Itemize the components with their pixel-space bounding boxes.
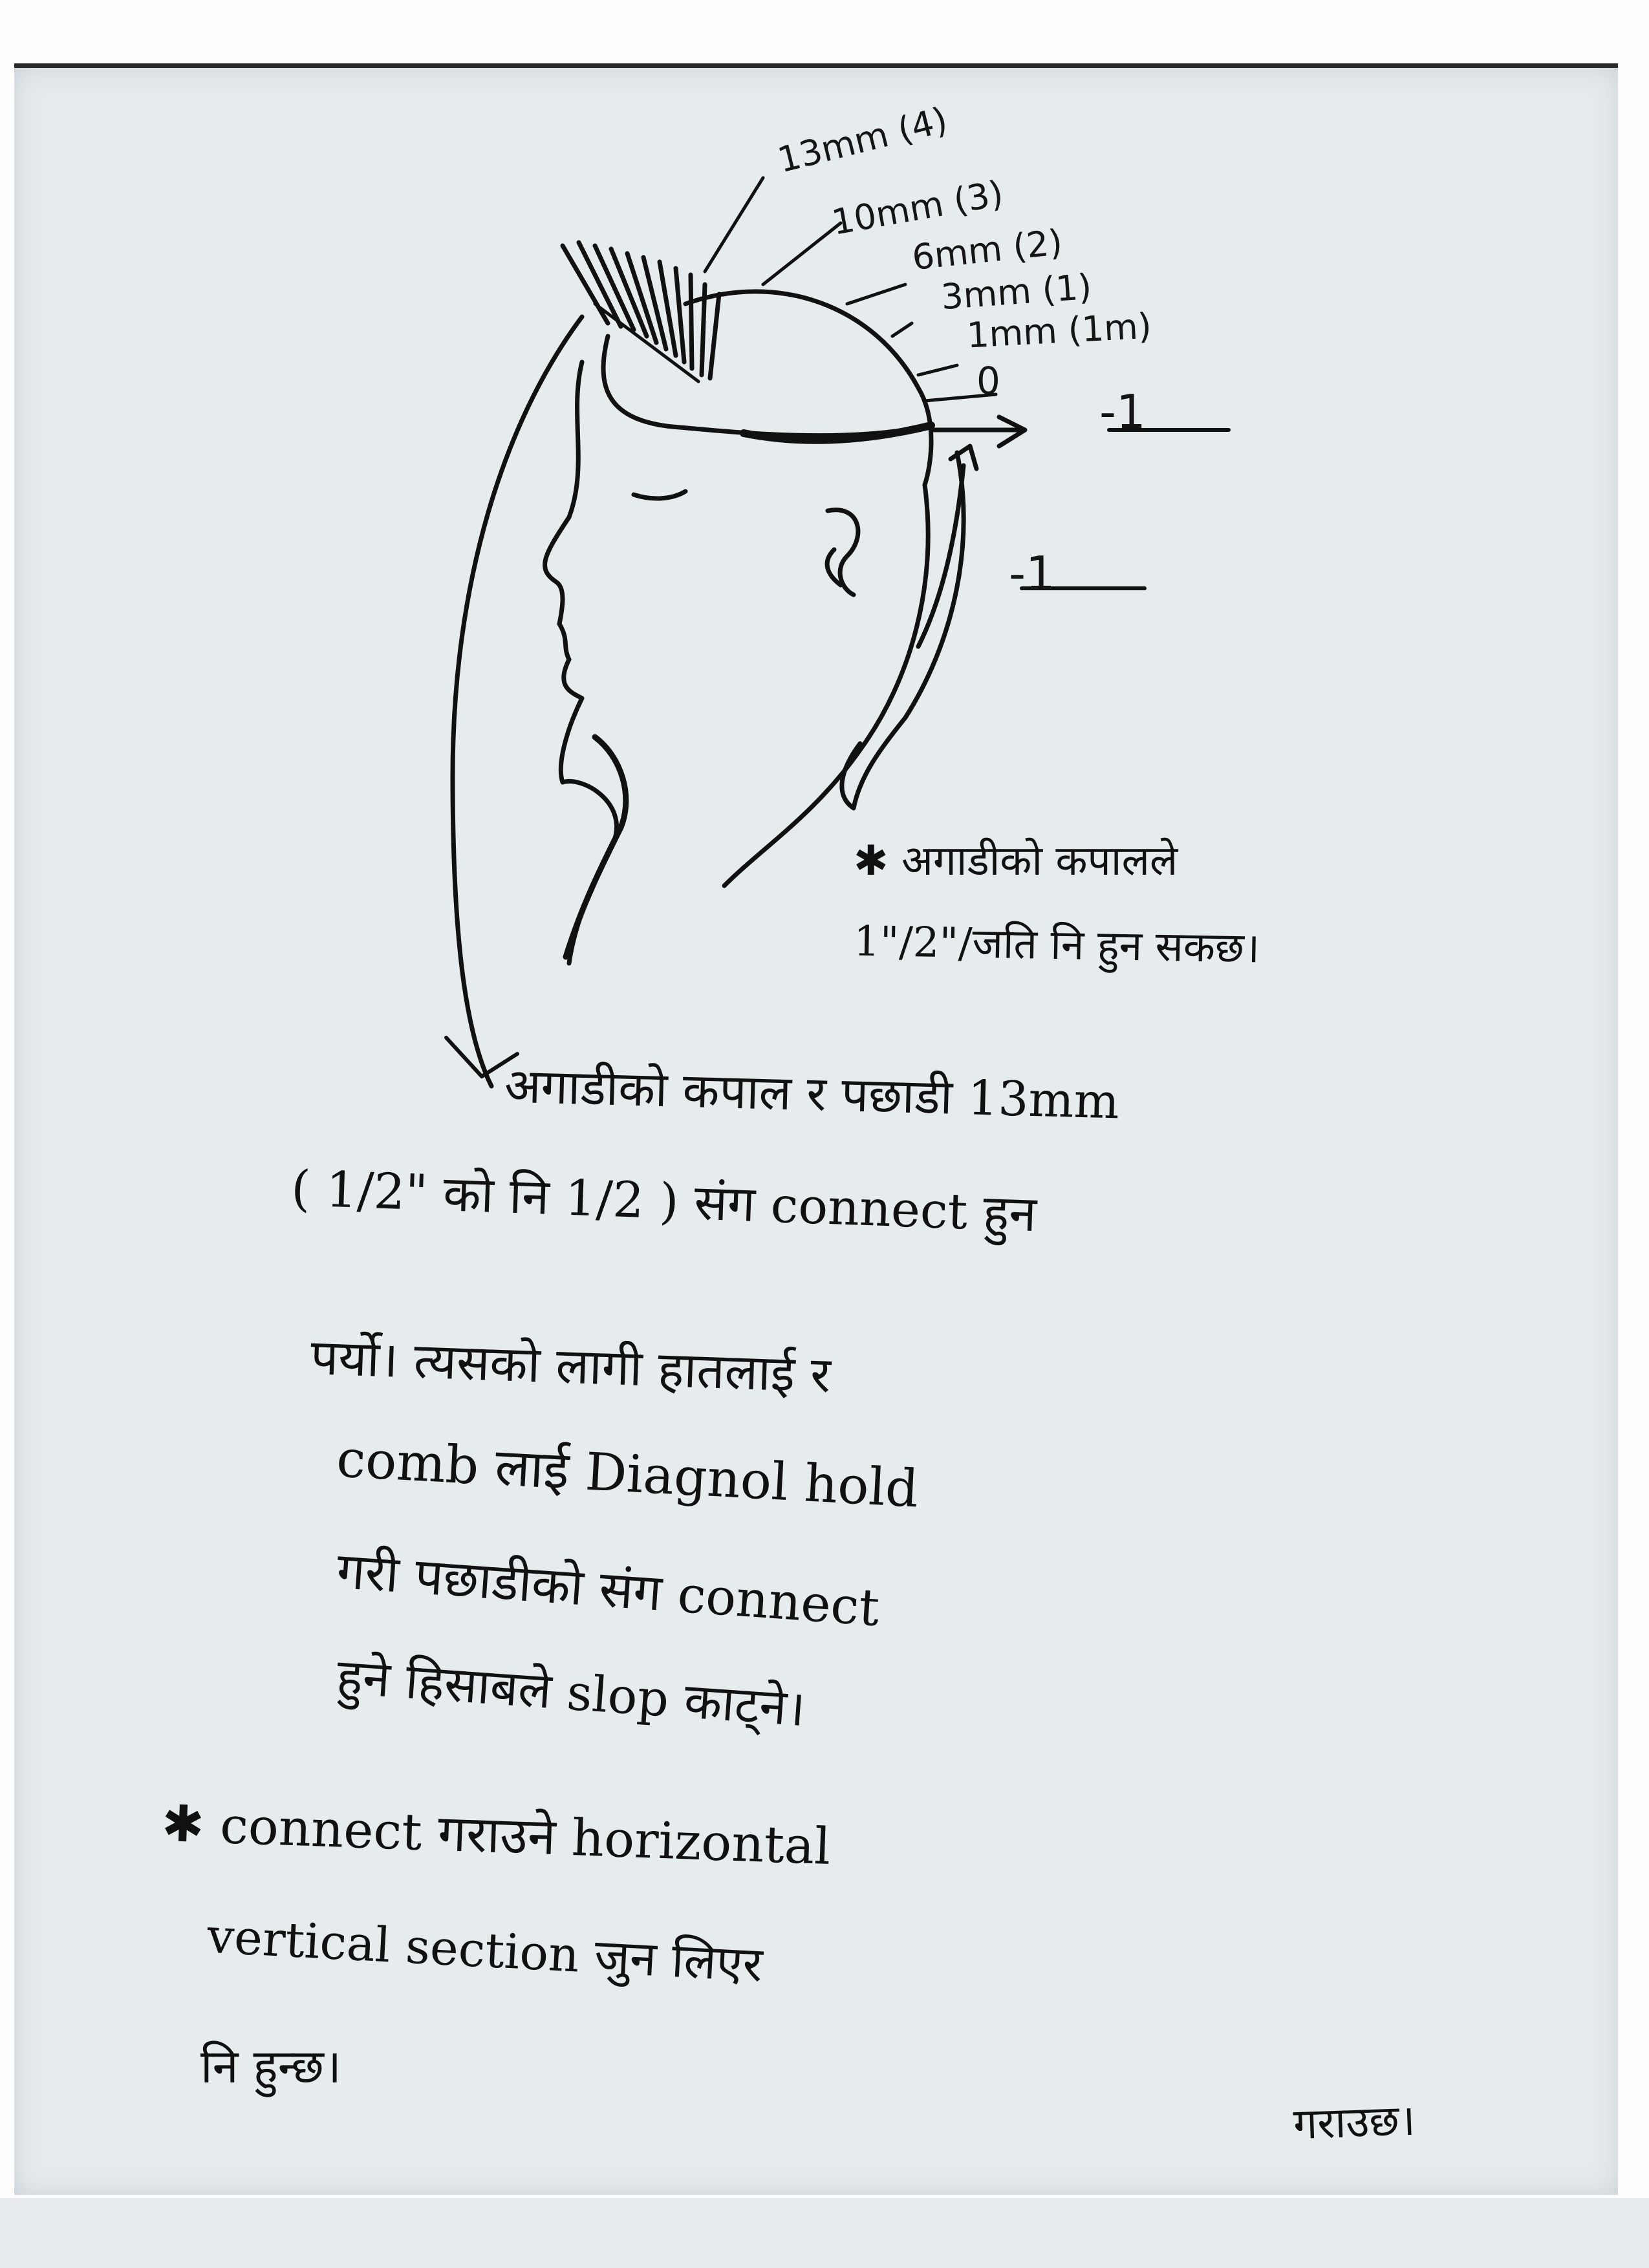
label-10mm: 10mm (3): [828, 173, 1007, 243]
neck-front: [566, 737, 626, 957]
bullet-line-1: ✱ connect गराउने horizontal: [160, 1794, 832, 1877]
label-minus-one-arrow: -1: [1099, 385, 1146, 439]
side-note-line-1: ✱ अगाडीको कपालले: [854, 837, 1178, 885]
label-minus-one-ear: -1: [1009, 546, 1055, 601]
main-line-2: ( 1/2" को नि 1/2 ) संग connect हुन: [290, 1159, 1038, 1243]
direction-arrow: [931, 417, 1025, 446]
eye-closed: [634, 491, 685, 498]
forehead-curve: [603, 336, 925, 436]
main-line-5: गरी पछाडीको संग connect: [334, 1541, 881, 1638]
side-note-line-2: 1"/2"/जति नि हुन सकछ।: [853, 917, 1260, 973]
main-line-4: comb लाई Diagnol hold: [335, 1428, 920, 1519]
main-line-3: पर्यो। त्यसको लागी हातलाई र: [309, 1327, 832, 1404]
back-of-head: [724, 485, 928, 886]
bullet-line-4: गराउछ।: [1292, 2095, 1416, 2150]
face-profile: [545, 362, 617, 963]
label-6mm: 6mm (2): [910, 221, 1064, 279]
label-13mm: 13mm (4): [773, 99, 952, 181]
label-zero: 0: [976, 359, 1000, 403]
head-outline: [685, 292, 931, 485]
swoop-arrow: [453, 317, 582, 1086]
main-line-6: हुने हिसाबले slop काट्ने।: [334, 1647, 808, 1738]
label-3mm: 3mm (1): [940, 266, 1094, 318]
bullet-line-3: नि हुन्छ।: [200, 2039, 342, 2093]
bullet-line-2: vertical section जुन लिएर: [206, 1908, 764, 1993]
main-line-1: अगाडीको कपाल र पछाडी 13mm: [504, 1058, 1120, 1130]
hair-strands: [563, 242, 719, 381]
label-1mm: 1mm (1m): [965, 305, 1153, 356]
back-hair-outer: [842, 453, 964, 808]
